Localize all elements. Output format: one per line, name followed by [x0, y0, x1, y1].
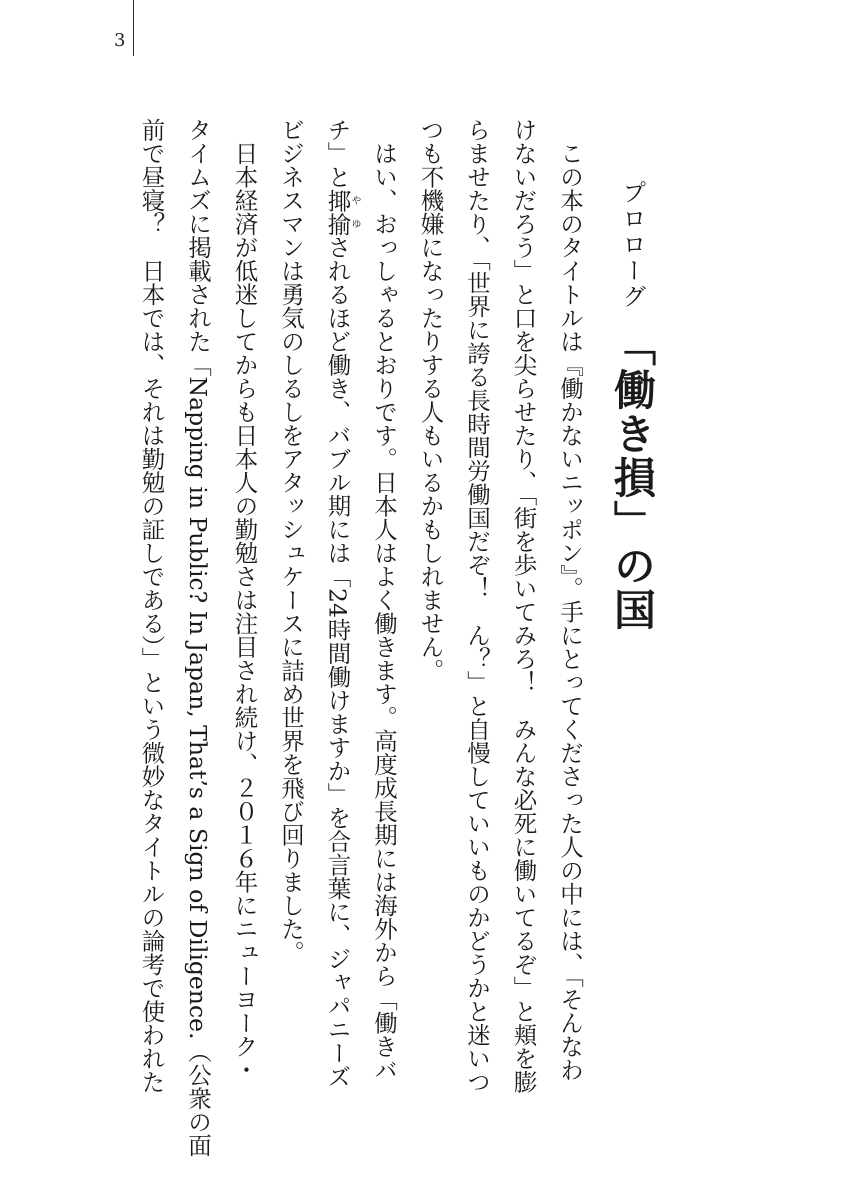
body-line-part: されるほど働き、バブル期には「24時間働けますか」を合言葉に、ジャパニーズ [323, 235, 352, 1088]
body-line: この本のタイトルは『働かないニッポン』。手にとってくださった人の中には、「そんなわ [556, 118, 584, 1082]
margin-rule [133, 0, 134, 56]
body-line: 日本経済が低迷してからも日本人の勤勉さは注目され続け、２０１６年にニューヨーク・ [230, 118, 259, 1082]
body-line: 前で昼寝？ 日本では、それは勤勉の証しである）」という微妙なタイトルの論考で使われた [137, 118, 166, 1094]
body-line-part: チ」と [323, 118, 352, 189]
body-line: けないだろう」と口を尖らせたり、「街を歩いてみろ！ みんな必死に働いてるぞ」と頬を膨 [509, 118, 538, 1094]
page-number: 3 [114, 30, 126, 51]
body-line-with-ruby [314, 118, 361, 1088]
body-line: らませたり、「世界に誇る長時間労働国だぞ！ ん？」と自慢していいものかどうかと迷いつ [463, 118, 491, 1094]
body-line: タイムズに掲載された「Napping in Public? In Japan, That’s a Sign of Diligence.（公衆の面 [184, 118, 212, 1157]
body-line: つも不機嫌になったりする人もいるかもしれません。 [416, 118, 445, 682]
body-text [128, 118, 593, 1157]
chapter-title: 「働き損」の国 [608, 324, 657, 632]
ruby-base: 揶揄 [323, 188, 352, 236]
ruby-reading: やゆ [349, 188, 360, 236]
chapter-heading [602, 180, 662, 1100]
chapter-label: プロローグ [618, 180, 646, 310]
body-line: はい、おっしゃるとおりです。日本人はよく働きます。高度成長期には海外から「働きバ [370, 118, 398, 1082]
body-line: ビジネスマンは勇気のしるしをアタッシュケースに詰め世界を飛び回りました。 [277, 118, 305, 964]
ruby-word [323, 188, 360, 236]
